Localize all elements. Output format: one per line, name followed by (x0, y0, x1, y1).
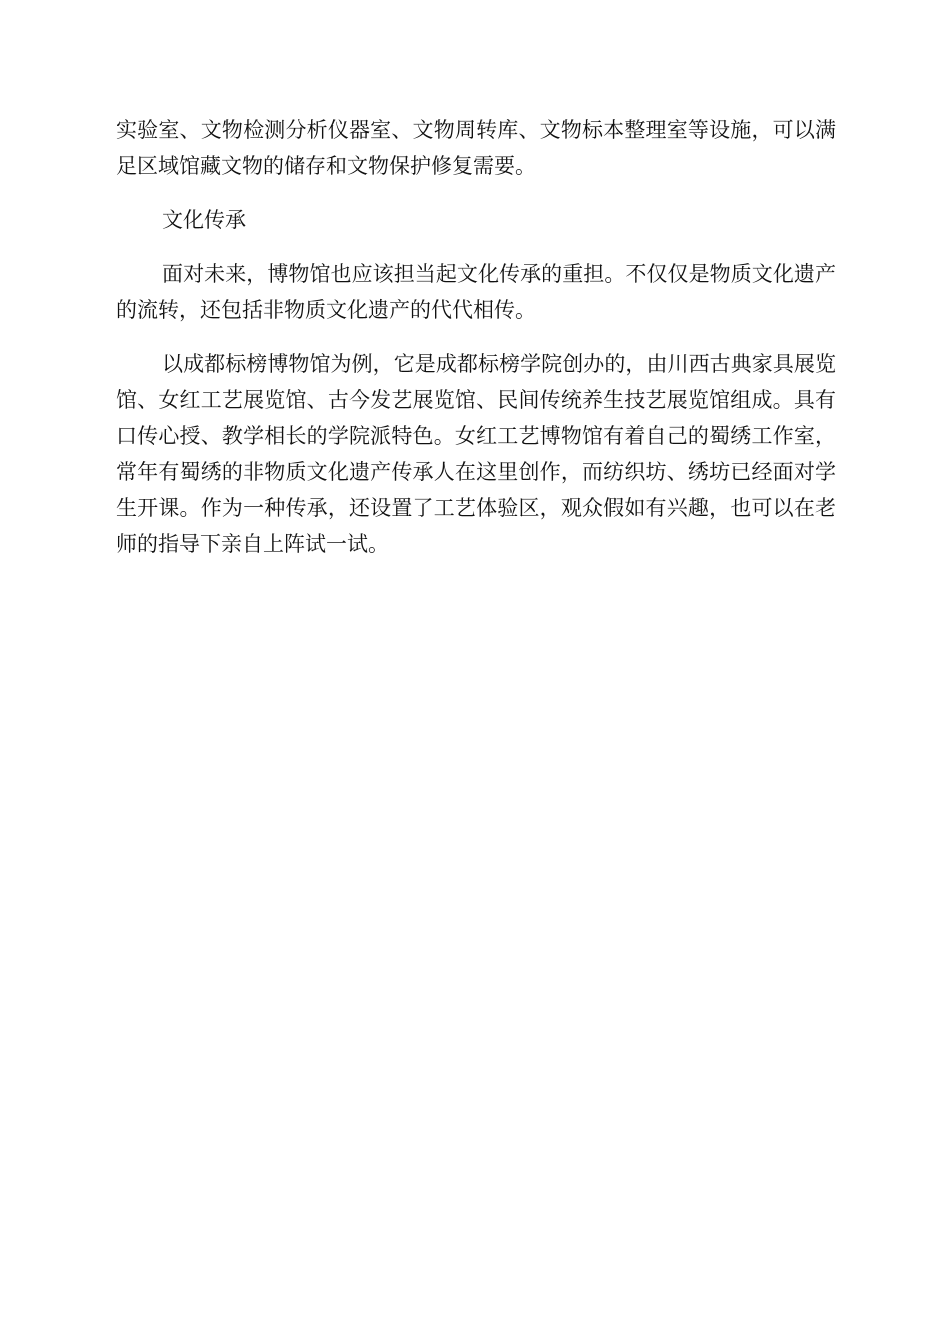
paragraph-intro: 面对未来，博物馆也应该担当起文化传承的重担。不仅仅是物质文化遗产的流转，还包括非物质文化遗产的代代相传。 (116, 262, 836, 322)
paragraph-example: 以成都标榜博物馆为例，它是成都标榜学院创办的，由川西古典家具展览馆、女红工艺展览馆、古今发艺展览馆、民间传统养生技艺展览馆组成。具有口传心授、教学相长的学院派特色。女红工艺博物馆有着自己的蜀绣工作室，常年有蜀绣的非物质文化遗产传承人在这里创作，而纺织坊、绣坊已经面对学生开课。作为一种传承，还设置了工艺体验区，观众假如有兴趣，也可以在老师的指导下亲自上阵试一试。 (116, 352, 836, 556)
section-heading: 文化传承 (162, 208, 246, 232)
paragraph-continuation: 实验室、文物检测分析仪器室、文物周转库、文物标本整理室等设施，可以满足区域馆藏文物的储存和文物保护修复需要。 (116, 118, 836, 178)
document-body (116, 112, 836, 580)
